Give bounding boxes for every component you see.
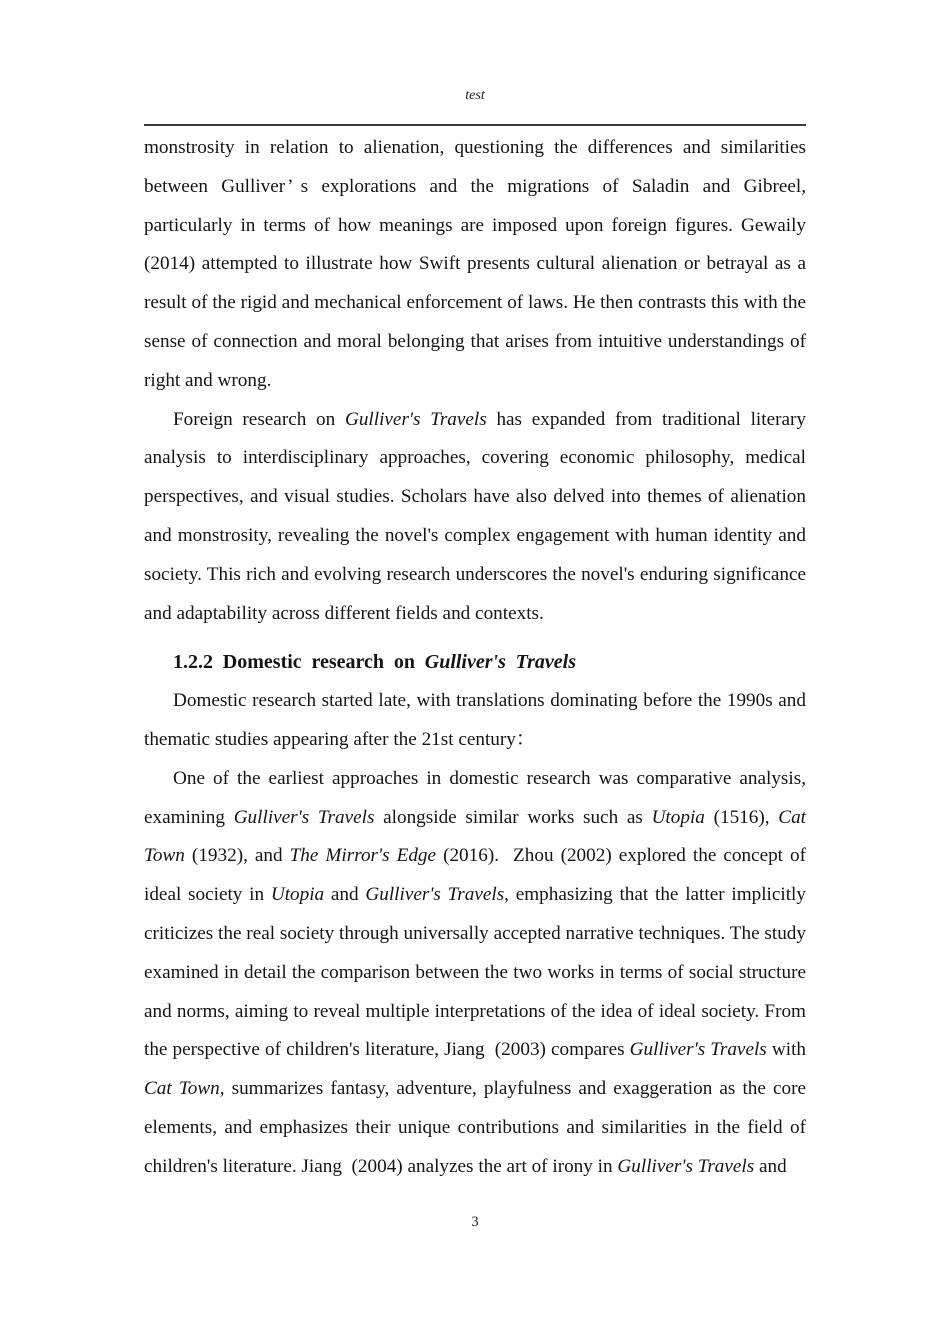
text-run: (1932), and <box>184 845 290 867</box>
text-run: Foreign research on <box>173 408 345 430</box>
section-heading <box>144 643 806 682</box>
book-title-italic: Gulliver's Travels <box>424 651 577 674</box>
text-run: One of the earliest approaches in domestic research was comparative analysis, examining <box>144 767 806 828</box>
text-run: with <box>766 1039 806 1061</box>
text-run: and <box>754 1155 787 1177</box>
text-run: monstrosity in relation to alienation, questioning the differences and similarities between Gulliver <box>144 137 806 197</box>
book-title-italic: Utopia <box>270 884 325 906</box>
text-run: has expanded from traditional literary analysis to interdisciplinary approaches, covering economic philosophy, medical perspectives, and visual studies. Scholars have also delved into themes of alienation and monstrosity, revealing the novel's complex engagement with human identity and society. This rich and evolving research underscores the novel's enduring significance and adaptability across different fields and contexts. <box>144 408 806 624</box>
text-run: s explorations and the migrations of Saladin and Gibreel, particularly in terms of how meanings are imposed upon foreign figures. Gewaily (2014) attempted to illustrate how Swift presents cultural alienation or betrayal as a result of the rigid and mechanical enforcement of laws. He then contrasts this with the sense of connection and moral belonging that arises from intuitive understandings of right and wrong. <box>144 175 807 391</box>
text-run: and <box>324 884 366 906</box>
text-run: 1.2.2 Domestic research on <box>173 651 425 674</box>
text-run: (1516), <box>704 806 779 828</box>
book-title-italic: Cat Town <box>144 806 806 867</box>
paragraph <box>144 760 806 1187</box>
text-run: , summarizes fantasy, adventure, playfulness and exaggeration as the core elements, and emphasizes their unique contributions and similarities in the field of children's literature. Jiang (2004) analyzes the art of irony in <box>144 1078 806 1177</box>
document-body <box>144 129 806 1187</box>
text-run: (2016). Zhou (2002) explored the concept of ideal society in <box>144 845 807 906</box>
paragraph <box>144 682 806 760</box>
text-run: alongside similar works such as <box>374 806 652 828</box>
text-run: , emphasizing that the latter implicitly criticizes the real society through universally accepted narrative techniques. The study examined in detail the comparison between the two works in terms of social structure and norms, aiming to reveal multiple interpretations of the idea of ideal society. From the perspective of children's literature, Jiang (2003) compares <box>144 884 806 1061</box>
book-title-italic: Cat Town <box>144 1078 220 1100</box>
page-number: 3 <box>471 1214 479 1230</box>
running-header: test <box>465 88 485 103</box>
text-run: Domestic research started late, with translations dominating before the 1990s and thematic studies appearing after the 21st century： <box>144 690 806 750</box>
book-title-italic: Gulliver's Travels <box>233 806 375 828</box>
book-title-italic: The Mirror's Edge <box>289 845 437 867</box>
header-rule <box>144 124 806 126</box>
book-title-italic: Gulliver's Travels <box>629 1039 767 1061</box>
book-title-italic: Gulliver's Travels <box>617 1155 755 1177</box>
book-title-italic: Utopia <box>651 806 705 828</box>
book-title-italic: Gulliver's Travels <box>365 884 505 906</box>
text-run: ’ <box>287 175 294 197</box>
book-title-italic: Gulliver's Travels <box>344 408 487 430</box>
paragraph <box>144 129 806 401</box>
paragraph <box>144 401 806 634</box>
